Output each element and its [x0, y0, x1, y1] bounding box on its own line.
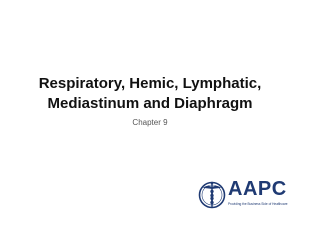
- slide-subtitle: Chapter 9: [132, 118, 168, 127]
- slide-title-line-1: Respiratory, Hemic, Lymphatic,: [38, 75, 262, 92]
- logo-wordmark: AAPC: [228, 178, 287, 200]
- slide-title-line-2: Mediastinum and Diaphragm: [47, 95, 253, 112]
- slide-title: [10, 74, 290, 114]
- caduceus-icon: [198, 178, 226, 212]
- aapc-logo: [198, 178, 294, 212]
- logo-tagline: Providing the Business Side of Healthcare: [228, 202, 288, 206]
